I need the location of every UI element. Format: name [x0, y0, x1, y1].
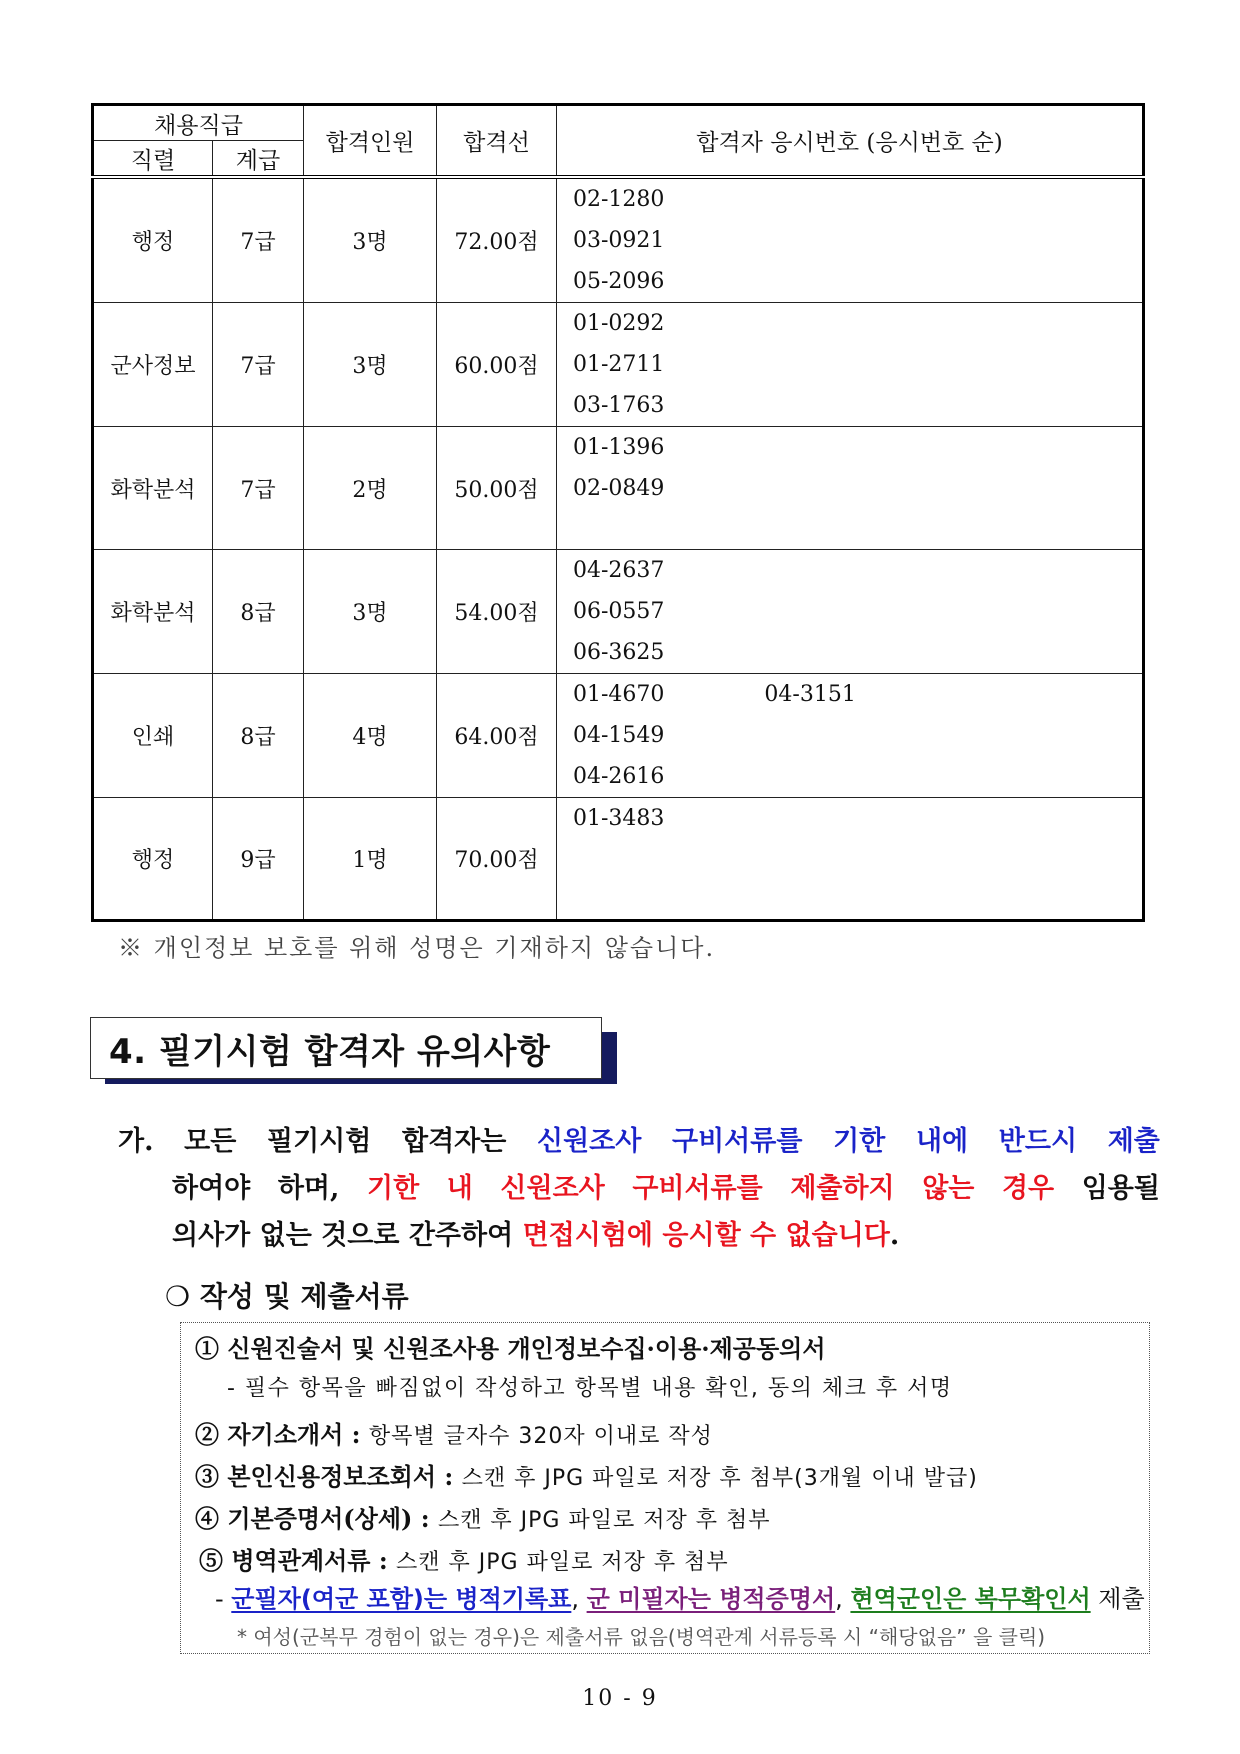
- document-item: [199, 1541, 729, 1576]
- table-row: [93, 303, 1144, 427]
- highlight-blue: 제출: [1107, 1126, 1160, 1157]
- exam-number: 01-3483: [573, 806, 665, 831]
- exam-number: 01-4670: [573, 682, 665, 707]
- document-item-desc: 항목별 글자수 320자 이내로 작성: [368, 1424, 713, 1449]
- list-marker: 가.: [118, 1126, 154, 1157]
- cell-grade: 7급: [213, 427, 304, 550]
- highlight-red: 제출하지: [790, 1173, 895, 1204]
- text-run: 제출: [1090, 1585, 1145, 1613]
- document-item-desc: 스캔 후 JPG 파일로 저장 후 첨부: [437, 1508, 771, 1533]
- exam-number: 01-0292: [573, 311, 665, 336]
- cell-series: 화학분석: [93, 427, 213, 550]
- cell-count: 3명: [304, 177, 437, 303]
- highlight-red: 경우: [1001, 1173, 1055, 1204]
- table-row: [93, 550, 1144, 674]
- document-item-title: ④ 기본증명서(상세) :: [195, 1504, 438, 1533]
- cell-grade: 8급: [213, 674, 304, 798]
- exam-number: 05-2096: [573, 269, 665, 294]
- highlight-blue: 신원조사: [537, 1126, 642, 1157]
- exam-number: 03-1763: [573, 393, 665, 418]
- cell-series: 군사정보: [93, 303, 213, 427]
- header-position-group: 채용직급: [93, 105, 304, 141]
- table-row: [93, 798, 1144, 921]
- exam-number: 01-2711: [573, 352, 665, 377]
- exam-number: 03-0921: [573, 228, 665, 253]
- exam-number: 06-3625: [573, 640, 665, 665]
- separator: ,: [571, 1585, 587, 1613]
- exam-number: 06-0557: [573, 599, 665, 624]
- cell-series: 인쇄: [93, 674, 213, 798]
- exam-number: 04-2616: [573, 764, 665, 789]
- cell-exam-numbers: [557, 550, 1144, 674]
- cell-count: 4명: [304, 674, 437, 798]
- results-table: [91, 103, 1145, 922]
- cell-grade: 7급: [213, 303, 304, 427]
- cell-count: 1명: [304, 798, 437, 921]
- paragraph-line: [118, 1118, 1160, 1165]
- highlight-blue: 내에: [915, 1126, 969, 1157]
- document-item-desc: 스캔 후 JPG 파일로 저장 후 첨부: [396, 1550, 729, 1575]
- document-item-note: - 필수 항목을 빠짐없이 작성하고 항목별 내용 확인, 동의 체크 후 서명: [227, 1376, 953, 1401]
- page-number: 10 - 9: [582, 1686, 658, 1711]
- exam-number: 02-1280: [573, 187, 665, 212]
- cell-cutoff: 50.00점: [437, 427, 557, 550]
- highlight-red: 내: [446, 1173, 473, 1204]
- text-word: 하며,: [277, 1173, 340, 1204]
- table-row: [93, 427, 1144, 550]
- document-item-title: ⑤ 병역관계서류 :: [199, 1546, 397, 1575]
- highlight-purple: 군 미필자는 병적증명서: [586, 1585, 836, 1613]
- exam-number-line: [573, 674, 1142, 715]
- exam-number: 04-2637: [573, 558, 665, 583]
- cell-grade: 7급: [213, 177, 304, 303]
- subheading-documents: ❍ 작성 및 제출서류: [165, 1280, 409, 1313]
- cell-grade: 8급: [213, 550, 304, 674]
- exam-number: 04-1549: [573, 723, 665, 748]
- cell-count: 2명: [304, 427, 437, 550]
- highlight-blue: 반드시: [998, 1126, 1078, 1157]
- cell-exam-numbers: [557, 303, 1144, 427]
- document-item-title: ① 신원진술서 및 신원조사용 개인정보수집·이용·제공동의서: [195, 1334, 826, 1363]
- highlight-red: 않는: [922, 1173, 975, 1204]
- paragraph-line: [118, 1212, 1160, 1259]
- document-item: [195, 1457, 978, 1492]
- cell-cutoff: 54.00점: [437, 550, 557, 674]
- notice-paragraph: [118, 1118, 1160, 1259]
- text-run: 의사가 없는 것으로 간주하여: [172, 1220, 523, 1251]
- highlight-blue: 기한: [833, 1126, 886, 1157]
- cell-exam-numbers: [557, 798, 1144, 921]
- highlight-blue: 군필자(여군 포함)는 병적기록표: [231, 1585, 572, 1613]
- highlight-red: 신원조사: [500, 1173, 605, 1204]
- document-list-box: [180, 1322, 1150, 1654]
- cell-count: 3명: [304, 303, 437, 427]
- cell-series: 화학분석: [93, 550, 213, 674]
- exam-number: 02-0849: [573, 476, 665, 501]
- header-pass-count: 합격인원: [304, 105, 437, 178]
- separator: ,: [835, 1585, 851, 1613]
- text-word: 임용될: [1081, 1173, 1160, 1204]
- cell-cutoff: 70.00점: [437, 798, 557, 921]
- section-title-box: [90, 1017, 602, 1079]
- privacy-note: ※ 개인정보 보호를 위해 성명은 기재하지 않습니다.: [118, 934, 716, 962]
- section-title: 4. 필기시험 합격자 유의사항: [109, 1031, 551, 1072]
- cell-exam-numbers: [557, 674, 1144, 798]
- text-word: 합격자는: [402, 1126, 507, 1157]
- document-item-title: ③ 본인신용정보조회서 :: [195, 1462, 462, 1491]
- footnote: * 여성(군복무 경험이 없는 경우)은 제출서류 없음(병역관계 서류등록 시 “해당없음” 을 클릭): [237, 1625, 1046, 1649]
- cell-count: 3명: [304, 550, 437, 674]
- document-item: [195, 1329, 826, 1364]
- text-word: 모든: [184, 1126, 237, 1157]
- highlight-green: 현역군인은 복무확인서: [850, 1585, 1091, 1613]
- text-word: 하여야: [172, 1173, 251, 1204]
- document-item-desc: 스캔 후 JPG 파일로 저장 후 첨부(3개월 이내 발급): [461, 1466, 978, 1491]
- table-row: [93, 177, 1144, 303]
- highlight-red: 기한: [366, 1173, 420, 1204]
- document-item: [195, 1499, 770, 1534]
- header-cutoff: 합격선: [437, 105, 557, 178]
- table-row: [93, 674, 1144, 798]
- highlight-red: 면접시험에 응시할 수 없습니다: [522, 1220, 890, 1251]
- cell-series: 행정: [93, 177, 213, 303]
- highlight-red: 구비서류를: [632, 1173, 763, 1204]
- cell-series: 행정: [93, 798, 213, 921]
- cell-exam-numbers: [557, 177, 1144, 303]
- dash: -: [215, 1585, 232, 1613]
- cell-cutoff: 72.00점: [437, 177, 557, 303]
- document-item: [195, 1415, 713, 1450]
- paragraph-line: [118, 1165, 1160, 1212]
- cell-cutoff: 64.00점: [437, 674, 557, 798]
- header-series: 직렬: [93, 141, 213, 178]
- exam-number: 04-3151: [764, 682, 856, 707]
- cell-grade: 9급: [213, 798, 304, 921]
- exam-number: 01-1396: [573, 435, 665, 460]
- header-grade: 계급: [213, 141, 304, 178]
- cell-exam-numbers: [557, 427, 1144, 550]
- cell-cutoff: 60.00점: [437, 303, 557, 427]
- header-exam-numbers: 합격자 응시번호 (응시번호 순): [557, 105, 1144, 178]
- text-word: 필기시험: [267, 1126, 372, 1157]
- highlight-blue: 구비서류를: [672, 1126, 803, 1157]
- military-docs-line: [215, 1579, 1145, 1614]
- document-item-title: ② 자기소개서 :: [195, 1420, 369, 1449]
- text-run: .: [889, 1220, 900, 1251]
